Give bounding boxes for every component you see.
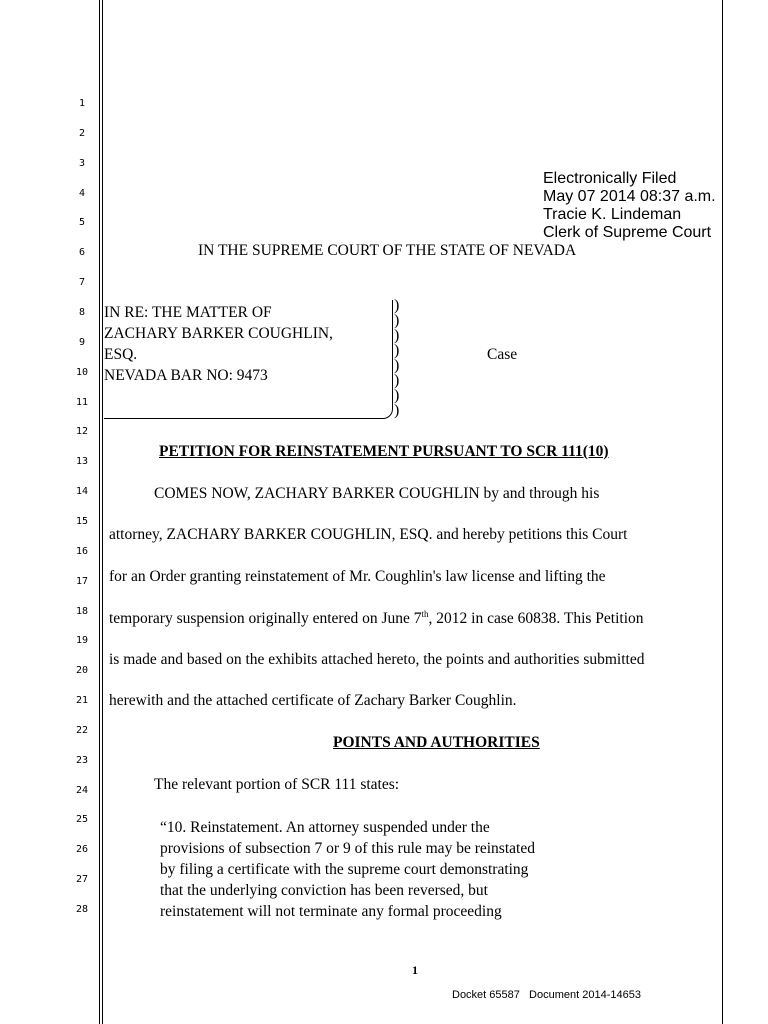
line-number: 14 [75, 486, 89, 498]
line-number: 12 [75, 426, 89, 438]
court-title: IN THE SUPREME COURT OF THE STATE OF NEVADA [198, 242, 577, 259]
line-number: 5 [78, 217, 86, 229]
body-line: attorney, ZACHARY BARKER COUGHLIN, ESQ. and hereby petitions this Court [109, 526, 628, 543]
quote-line: provisions of subsection 7 or 9 of this rule may be reinstated [160, 840, 535, 857]
line-number: 16 [75, 545, 89, 557]
line-number: 21 [75, 695, 89, 706]
line-number: 1 [78, 98, 86, 109]
line-number: 6 [78, 247, 86, 259]
filing-stamp-line: Tracie K. Lindeman [543, 206, 682, 223]
line-number: 18 [75, 605, 89, 617]
page-number: 1 [412, 963, 418, 977]
body-line: is made and based on the exhibits attached hereto, the points and authorities submitted [109, 651, 645, 668]
body-line: herewith and the attached certificate of Zachary Barker Coughlin. [109, 692, 517, 709]
case-label: Case [487, 346, 518, 363]
line-number: 24 [75, 784, 89, 796]
filing-stamp [543, 170, 716, 242]
quote-line: reinstatement will not terminate any formal proceeding [160, 903, 502, 920]
right-margin-rule [722, 0, 723, 1024]
line-number: 11 [75, 396, 89, 408]
caption-line: ZACHARY BARKER COUGHLIN, [104, 325, 333, 342]
caption-brace: ) ) ) ) ) ) ) ) [394, 297, 400, 419]
body-line [109, 609, 644, 628]
left-margin-rule-inner [102, 0, 103, 1024]
filing-stamp-line: Clerk of Supreme Court [543, 224, 712, 241]
caption-line: IN RE: THE MATTER OF [104, 304, 272, 321]
filing-stamp-line: Electronically Filed [543, 170, 677, 187]
line-number: 19 [75, 635, 89, 647]
petition-heading: PETITION FOR REINSTATEMENT PURSUANT TO SCR 111(10) [159, 443, 609, 460]
line-number: 23 [75, 754, 89, 766]
body-line: COMES NOW, ZACHARY BARKER COUGHLIN by and through his [154, 485, 600, 502]
line-number: 10 [75, 366, 89, 378]
relevant-portion-line: The relevant portion of SCR 111 states: [154, 776, 400, 793]
line-number: 20 [75, 665, 89, 677]
line-number: 15 [75, 515, 89, 527]
body-line: for an Order granting reinstatement of Mr. Coughlin's law license and lifting the [109, 568, 606, 585]
line-number: 3 [78, 157, 86, 169]
line-number: 22 [75, 724, 89, 736]
quote-line: “10. Reinstatement. An attorney suspended under the [160, 819, 490, 836]
caption-line: NEVADA BAR NO: 9473 [104, 367, 268, 384]
line-number: 2 [78, 127, 86, 139]
line-number: 7 [78, 277, 86, 289]
line-number: 28 [75, 904, 89, 915]
filing-stamp-line: May 07 2014 08:37 a.m. [543, 188, 716, 205]
caption-line: ESQ. [104, 346, 138, 363]
line-number: 17 [75, 575, 89, 587]
quote-line: that the underlying conviction has been reversed, but [160, 882, 488, 899]
quote-line: by filing a certificate with the supreme court demonstrating [160, 861, 529, 878]
line-number: 27 [75, 874, 89, 886]
left-margin-rule-outer [99, 0, 100, 1024]
line-number: 8 [78, 307, 86, 318]
docket-stamp: Docket 65587 Document 2014-14653 [452, 989, 641, 1001]
line-number: 25 [75, 814, 89, 826]
points-heading: POINTS AND AUTHORITIES [333, 734, 540, 751]
body-text: , 2012 in case 60838. This Petition [428, 610, 644, 628]
line-number: 4 [78, 187, 86, 199]
line-number: 9 [78, 336, 86, 348]
line-number: 26 [75, 844, 89, 856]
ordinal-superscript: th [421, 609, 429, 619]
body-text: temporary suspension originally entered on June 7 [109, 610, 422, 628]
line-number: 13 [75, 456, 89, 468]
